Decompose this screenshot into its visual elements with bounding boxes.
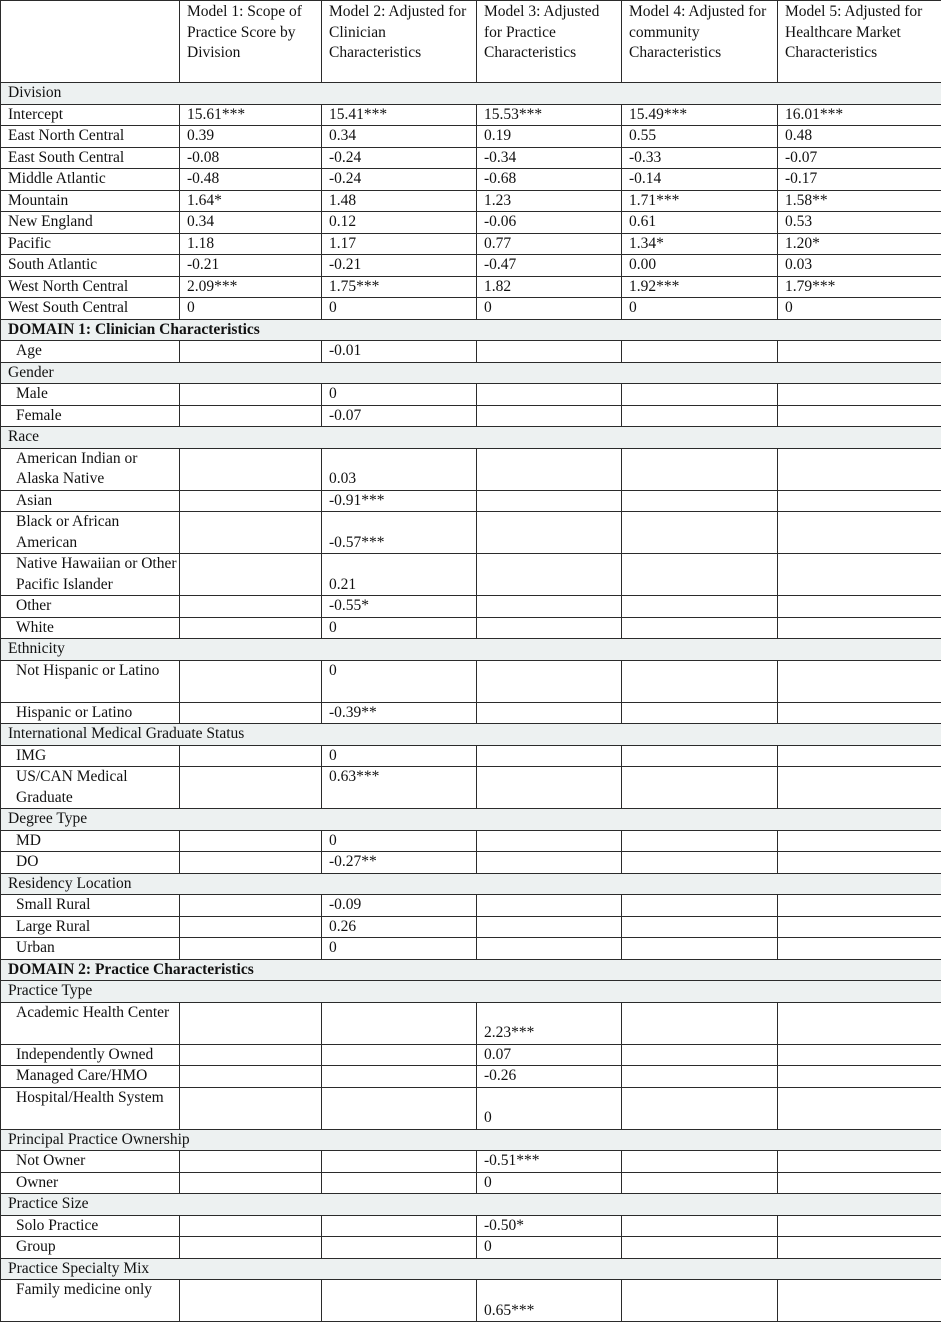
row-label: Intercept bbox=[1, 104, 180, 126]
domain-header-row bbox=[1, 319, 941, 341]
row-label: Not Owner bbox=[1, 1151, 180, 1173]
coefficient-cell-model-5 bbox=[778, 745, 941, 767]
coefficient-cell-model-1 bbox=[180, 554, 322, 596]
header-cell-model-1: Model 1: Scope of Practice Score by Division bbox=[180, 1, 322, 83]
table-row bbox=[1, 1044, 941, 1066]
row-label: Solo Practice bbox=[1, 1215, 180, 1237]
table-row bbox=[1, 512, 941, 554]
table-row bbox=[1, 298, 941, 320]
table-row bbox=[1, 895, 941, 917]
coefficient-cell-model-3 bbox=[477, 745, 622, 767]
coefficient-cell-model-2: 0.26 bbox=[322, 916, 477, 938]
coefficient-cell-model-4 bbox=[622, 512, 778, 554]
coefficient-cell-model-2: 15.41*** bbox=[322, 104, 477, 126]
section-header-row bbox=[1, 83, 941, 105]
coefficient-cell-model-2 bbox=[322, 1044, 477, 1066]
coefficient-cell-model-3: 0.77 bbox=[477, 233, 622, 255]
coefficient-cell-model-4: 0.55 bbox=[622, 126, 778, 148]
header-cell-model-2: Model 2: Adjusted for Clinician Characteristics bbox=[322, 1, 477, 83]
coefficient-cell-model-2: 0 bbox=[322, 298, 477, 320]
table-row bbox=[1, 1237, 941, 1259]
coefficient-cell-model-3: 0.07 bbox=[477, 1044, 622, 1066]
coefficient-cell-model-3 bbox=[477, 702, 622, 724]
coefficient-cell-model-3 bbox=[477, 852, 622, 874]
coefficient-cell-model-4: 1.92*** bbox=[622, 276, 778, 298]
coefficient-cell-model-4: 0 bbox=[622, 298, 778, 320]
row-label: Small Rural bbox=[1, 895, 180, 917]
coefficient-cell-model-1 bbox=[180, 384, 322, 406]
coefficient-cell-model-2: -0.55* bbox=[322, 596, 477, 618]
coefficient-cell-model-2 bbox=[322, 1280, 477, 1322]
coefficient-cell-model-5 bbox=[778, 895, 941, 917]
coefficient-cell-model-5 bbox=[778, 830, 941, 852]
coefficient-cell-model-2 bbox=[322, 1151, 477, 1173]
table-row bbox=[1, 190, 941, 212]
coefficient-cell-model-5 bbox=[778, 660, 941, 702]
coefficient-cell-model-4 bbox=[622, 660, 778, 702]
table-row bbox=[1, 212, 941, 234]
coefficient-cell-model-4 bbox=[622, 1002, 778, 1044]
row-label: Group bbox=[1, 1237, 180, 1259]
coefficient-cell-model-1 bbox=[180, 448, 322, 490]
coefficient-cell-model-3 bbox=[477, 660, 622, 702]
coefficient-cell-model-4 bbox=[622, 384, 778, 406]
table-row bbox=[1, 702, 941, 724]
row-label: New England bbox=[1, 212, 180, 234]
table-row bbox=[1, 660, 941, 702]
coefficient-cell-model-3 bbox=[477, 938, 622, 960]
coefficient-cell-model-2: 0 bbox=[322, 830, 477, 852]
coefficient-cell-model-3 bbox=[477, 384, 622, 406]
coefficient-cell-model-2: 0 bbox=[322, 384, 477, 406]
coefficient-cell-model-3: -0.51*** bbox=[477, 1151, 622, 1173]
table-row bbox=[1, 104, 941, 126]
coefficient-cell-model-3: 0.19 bbox=[477, 126, 622, 148]
coefficient-cell-model-1 bbox=[180, 938, 322, 960]
coefficient-cell-model-5: 1.58** bbox=[778, 190, 941, 212]
section-header-row bbox=[1, 981, 941, 1003]
row-label: American Indian or Alaska Native bbox=[1, 448, 180, 490]
row-label: Managed Care/HMO bbox=[1, 1066, 180, 1088]
domain-title: DOMAIN 1: Clinician Characteristics bbox=[1, 319, 941, 341]
coefficient-cell-model-5 bbox=[778, 852, 941, 874]
table-row bbox=[1, 745, 941, 767]
header-cell-model-4: Model 4: Adjusted for community Characteristics bbox=[622, 1, 778, 83]
coefficient-cell-model-1: 0 bbox=[180, 298, 322, 320]
coefficient-cell-model-5 bbox=[778, 490, 941, 512]
table-row bbox=[1, 830, 941, 852]
coefficient-cell-model-4 bbox=[622, 938, 778, 960]
section-title: Degree Type bbox=[1, 809, 941, 831]
coefficient-cell-model-4 bbox=[622, 852, 778, 874]
coefficient-cell-model-1 bbox=[180, 1280, 322, 1322]
coefficient-cell-model-5 bbox=[778, 341, 941, 363]
section-title: Division bbox=[1, 83, 941, 105]
row-label: Mountain bbox=[1, 190, 180, 212]
coefficient-cell-model-5: 1.79*** bbox=[778, 276, 941, 298]
coefficient-cell-model-5: -0.17 bbox=[778, 169, 941, 191]
coefficient-cell-model-4 bbox=[622, 617, 778, 639]
coefficient-cell-model-5 bbox=[778, 617, 941, 639]
coefficient-cell-model-2: -0.21 bbox=[322, 255, 477, 277]
coefficient-cell-model-2 bbox=[322, 1237, 477, 1259]
coefficient-cell-model-4 bbox=[622, 916, 778, 938]
coefficient-cell-model-5 bbox=[778, 767, 941, 809]
coefficient-cell-model-5 bbox=[778, 384, 941, 406]
coefficient-cell-model-4: -0.14 bbox=[622, 169, 778, 191]
coefficient-cell-model-3 bbox=[477, 916, 622, 938]
coefficient-cell-model-4 bbox=[622, 596, 778, 618]
coefficient-cell-model-1 bbox=[180, 405, 322, 427]
table-body bbox=[1, 83, 941, 1322]
row-label: Male bbox=[1, 384, 180, 406]
table-row bbox=[1, 852, 941, 874]
coefficient-cell-model-1: -0.48 bbox=[180, 169, 322, 191]
section-header-row bbox=[1, 1129, 941, 1151]
coefficient-cell-model-1 bbox=[180, 341, 322, 363]
row-label: Academic Health Center bbox=[1, 1002, 180, 1044]
row-label: Large Rural bbox=[1, 916, 180, 938]
table-row bbox=[1, 147, 941, 169]
table-row bbox=[1, 938, 941, 960]
coefficient-cell-model-1 bbox=[180, 1237, 322, 1259]
coefficient-cell-model-4: 15.49*** bbox=[622, 104, 778, 126]
section-title: Race bbox=[1, 427, 941, 449]
coefficient-cell-model-1 bbox=[180, 830, 322, 852]
section-header-row bbox=[1, 1258, 941, 1280]
coefficient-cell-model-4: 0.00 bbox=[622, 255, 778, 277]
coefficient-cell-model-1 bbox=[180, 702, 322, 724]
table-row bbox=[1, 767, 941, 809]
row-label: South Atlantic bbox=[1, 255, 180, 277]
coefficient-cell-model-5 bbox=[778, 1044, 941, 1066]
section-title: Residency Location bbox=[1, 873, 941, 895]
coefficient-cell-model-2: -0.39** bbox=[322, 702, 477, 724]
row-label: Independently Owned bbox=[1, 1044, 180, 1066]
section-title: Practice Size bbox=[1, 1194, 941, 1216]
coefficient-cell-model-3: 0.65*** bbox=[477, 1280, 622, 1322]
coefficient-cell-model-4 bbox=[622, 490, 778, 512]
coefficient-cell-model-4: -0.33 bbox=[622, 147, 778, 169]
table-row bbox=[1, 490, 941, 512]
domain-header-row bbox=[1, 959, 941, 981]
coefficient-cell-model-5: 16.01*** bbox=[778, 104, 941, 126]
row-label: Black or African American bbox=[1, 512, 180, 554]
coefficient-cell-model-3 bbox=[477, 596, 622, 618]
coefficient-cell-model-2: -0.24 bbox=[322, 147, 477, 169]
coefficient-cell-model-2: 0.21 bbox=[322, 554, 477, 596]
row-label: East South Central bbox=[1, 147, 180, 169]
coefficient-cell-model-2: 0 bbox=[322, 938, 477, 960]
coefficient-cell-model-5 bbox=[778, 448, 941, 490]
coefficient-cell-model-4 bbox=[622, 1172, 778, 1194]
coefficient-cell-model-4 bbox=[622, 767, 778, 809]
domain-title: DOMAIN 2: Practice Characteristics bbox=[1, 959, 941, 981]
coefficient-cell-model-1 bbox=[180, 617, 322, 639]
coefficient-cell-model-4 bbox=[622, 1151, 778, 1173]
table-row bbox=[1, 1066, 941, 1088]
table-row bbox=[1, 255, 941, 277]
header-cell-model-5: Model 5: Adjusted for Healthcare Market Characteristics bbox=[778, 1, 941, 83]
coefficient-cell-model-3: 0 bbox=[477, 1172, 622, 1194]
section-title: International Medical Graduate Status bbox=[1, 724, 941, 746]
coefficient-cell-model-3: 2.23*** bbox=[477, 1002, 622, 1044]
coefficient-cell-model-4 bbox=[622, 341, 778, 363]
coefficient-cell-model-3: 1.82 bbox=[477, 276, 622, 298]
table-row bbox=[1, 617, 941, 639]
coefficient-cell-model-2 bbox=[322, 1215, 477, 1237]
coefficient-cell-model-5 bbox=[778, 1172, 941, 1194]
row-label: Age bbox=[1, 341, 180, 363]
coefficient-cell-model-2: -0.01 bbox=[322, 341, 477, 363]
coefficient-cell-model-5: -0.07 bbox=[778, 147, 941, 169]
row-label: Urban bbox=[1, 938, 180, 960]
row-label: MD bbox=[1, 830, 180, 852]
coefficient-cell-model-4 bbox=[622, 1280, 778, 1322]
coefficient-cell-model-2 bbox=[322, 1066, 477, 1088]
table-row bbox=[1, 596, 941, 618]
section-header-row bbox=[1, 1194, 941, 1216]
coefficient-cell-model-3 bbox=[477, 830, 622, 852]
coefficient-cell-model-2 bbox=[322, 1002, 477, 1044]
coefficient-cell-model-2: -0.91*** bbox=[322, 490, 477, 512]
coefficient-cell-model-2 bbox=[322, 1172, 477, 1194]
table-row bbox=[1, 233, 941, 255]
row-label: Middle Atlantic bbox=[1, 169, 180, 191]
coefficient-cell-model-2: 0.03 bbox=[322, 448, 477, 490]
coefficient-cell-model-4 bbox=[622, 745, 778, 767]
coefficient-cell-model-1 bbox=[180, 895, 322, 917]
coefficient-cell-model-1: 15.61*** bbox=[180, 104, 322, 126]
coefficient-cell-model-1 bbox=[180, 1151, 322, 1173]
coefficient-cell-model-2: 0 bbox=[322, 660, 477, 702]
section-title: Ethnicity bbox=[1, 639, 941, 661]
coefficient-cell-model-1: 0.39 bbox=[180, 126, 322, 148]
table-row bbox=[1, 1002, 941, 1044]
coefficient-cell-model-5 bbox=[778, 938, 941, 960]
coefficient-cell-model-1 bbox=[180, 1066, 322, 1088]
row-label: Pacific bbox=[1, 233, 180, 255]
row-label: Hospital/Health System bbox=[1, 1087, 180, 1129]
table-row bbox=[1, 1151, 941, 1173]
row-label: Family medicine only bbox=[1, 1280, 180, 1322]
section-title: Practice Type bbox=[1, 981, 941, 1003]
coefficient-cell-model-3 bbox=[477, 490, 622, 512]
coefficient-cell-model-3 bbox=[477, 767, 622, 809]
coefficient-cell-model-5 bbox=[778, 1002, 941, 1044]
row-label: West North Central bbox=[1, 276, 180, 298]
coefficient-cell-model-2: 1.75*** bbox=[322, 276, 477, 298]
table-row bbox=[1, 1215, 941, 1237]
row-label: Asian bbox=[1, 490, 180, 512]
row-label: DO bbox=[1, 852, 180, 874]
coefficient-cell-model-5 bbox=[778, 1087, 941, 1129]
coefficient-cell-model-3 bbox=[477, 448, 622, 490]
coefficient-cell-model-1: -0.08 bbox=[180, 147, 322, 169]
coefficient-cell-model-2: 0 bbox=[322, 745, 477, 767]
coefficient-cell-model-1 bbox=[180, 596, 322, 618]
section-header-row bbox=[1, 362, 941, 384]
coefficient-cell-model-1 bbox=[180, 490, 322, 512]
table-row bbox=[1, 1280, 941, 1322]
row-label: Not Hispanic or Latino bbox=[1, 660, 180, 702]
coefficient-cell-model-5 bbox=[778, 702, 941, 724]
coefficient-cell-model-3: 0 bbox=[477, 298, 622, 320]
coefficient-cell-model-3: -0.68 bbox=[477, 169, 622, 191]
coefficient-cell-model-5: 1.20* bbox=[778, 233, 941, 255]
table-row bbox=[1, 126, 941, 148]
section-header-row bbox=[1, 427, 941, 449]
coefficient-cell-model-5 bbox=[778, 916, 941, 938]
row-label: East North Central bbox=[1, 126, 180, 148]
coefficient-cell-model-4 bbox=[622, 405, 778, 427]
coefficient-cell-model-3 bbox=[477, 512, 622, 554]
section-title: Practice Specialty Mix bbox=[1, 1258, 941, 1280]
coefficient-cell-model-5: 0.48 bbox=[778, 126, 941, 148]
coefficient-cell-model-5 bbox=[778, 1066, 941, 1088]
coefficient-cell-model-1: 0.34 bbox=[180, 212, 322, 234]
table-row bbox=[1, 405, 941, 427]
section-title: Principal Practice Ownership bbox=[1, 1129, 941, 1151]
table-row bbox=[1, 916, 941, 938]
section-header-row bbox=[1, 639, 941, 661]
coefficient-cell-model-1 bbox=[180, 1087, 322, 1129]
coefficient-cell-model-5 bbox=[778, 596, 941, 618]
coefficient-cell-model-1 bbox=[180, 512, 322, 554]
coefficient-cell-model-1: 1.18 bbox=[180, 233, 322, 255]
coefficient-cell-model-2: 0.12 bbox=[322, 212, 477, 234]
row-label: Hispanic or Latino bbox=[1, 702, 180, 724]
coefficient-cell-model-4 bbox=[622, 554, 778, 596]
coefficient-cell-model-5: 0 bbox=[778, 298, 941, 320]
coefficient-cell-model-1 bbox=[180, 1044, 322, 1066]
coefficient-cell-model-1 bbox=[180, 767, 322, 809]
coefficient-cell-model-3: -0.26 bbox=[477, 1066, 622, 1088]
coefficient-cell-model-3: -0.50* bbox=[477, 1215, 622, 1237]
row-label: Owner bbox=[1, 1172, 180, 1194]
table-header bbox=[1, 1, 941, 83]
coefficient-cell-model-2: -0.07 bbox=[322, 405, 477, 427]
coefficient-cell-model-3 bbox=[477, 405, 622, 427]
coefficient-cell-model-3 bbox=[477, 554, 622, 596]
coefficient-cell-model-1 bbox=[180, 1002, 322, 1044]
coefficient-cell-model-3: 0 bbox=[477, 1237, 622, 1259]
coefficient-cell-model-1 bbox=[180, 745, 322, 767]
table-row bbox=[1, 384, 941, 406]
coefficient-cell-model-5 bbox=[778, 1280, 941, 1322]
coefficient-cell-model-4 bbox=[622, 1066, 778, 1088]
coefficient-cell-model-4 bbox=[622, 1237, 778, 1259]
coefficient-cell-model-2: 0.34 bbox=[322, 126, 477, 148]
coefficient-cell-model-1: -0.21 bbox=[180, 255, 322, 277]
row-label: Other bbox=[1, 596, 180, 618]
row-label: West South Central bbox=[1, 298, 180, 320]
coefficient-cell-model-1 bbox=[180, 852, 322, 874]
table-row bbox=[1, 341, 941, 363]
coefficient-cell-model-1: 2.09*** bbox=[180, 276, 322, 298]
row-label: White bbox=[1, 617, 180, 639]
table-row bbox=[1, 554, 941, 596]
coefficient-cell-model-5 bbox=[778, 1237, 941, 1259]
coefficient-cell-model-2: 0.63*** bbox=[322, 767, 477, 809]
coefficient-cell-model-4 bbox=[622, 895, 778, 917]
coefficient-cell-model-4 bbox=[622, 830, 778, 852]
row-label: Native Hawaiian or Other Pacific Islander bbox=[1, 554, 180, 596]
header-cell-model-3: Model 3: Adjusted for Practice Characteristics bbox=[477, 1, 622, 83]
section-header-row bbox=[1, 809, 941, 831]
coefficient-cell-model-4: 0.61 bbox=[622, 212, 778, 234]
coefficient-cell-model-5 bbox=[778, 1151, 941, 1173]
table-row bbox=[1, 276, 941, 298]
coefficient-cell-model-3: -0.47 bbox=[477, 255, 622, 277]
coefficient-cell-model-3: 0 bbox=[477, 1087, 622, 1129]
coefficient-cell-model-1 bbox=[180, 916, 322, 938]
coefficient-cell-model-2: -0.24 bbox=[322, 169, 477, 191]
coefficient-cell-model-4: 1.71*** bbox=[622, 190, 778, 212]
section-title: Gender bbox=[1, 362, 941, 384]
coefficient-cell-model-5 bbox=[778, 405, 941, 427]
coefficient-cell-model-4 bbox=[622, 1215, 778, 1237]
coefficient-cell-model-5 bbox=[778, 554, 941, 596]
coefficient-cell-model-3: -0.34 bbox=[477, 147, 622, 169]
coefficient-cell-model-2: -0.57*** bbox=[322, 512, 477, 554]
coefficient-cell-model-5: 0.03 bbox=[778, 255, 941, 277]
table-row bbox=[1, 1087, 941, 1129]
coefficient-cell-model-2: -0.09 bbox=[322, 895, 477, 917]
coefficient-cell-model-1 bbox=[180, 1172, 322, 1194]
coefficient-cell-model-3: 15.53*** bbox=[477, 104, 622, 126]
coefficient-cell-model-5 bbox=[778, 1215, 941, 1237]
coefficient-cell-model-1 bbox=[180, 1215, 322, 1237]
coefficient-cell-model-2: 1.48 bbox=[322, 190, 477, 212]
coefficient-cell-model-3 bbox=[477, 895, 622, 917]
section-header-row bbox=[1, 873, 941, 895]
coefficient-cell-model-3: 1.23 bbox=[477, 190, 622, 212]
coefficient-cell-model-4: 1.34* bbox=[622, 233, 778, 255]
coefficient-cell-model-5: 0.53 bbox=[778, 212, 941, 234]
table-row bbox=[1, 448, 941, 490]
coefficient-cell-model-3 bbox=[477, 617, 622, 639]
coefficient-cell-model-5 bbox=[778, 512, 941, 554]
row-label: US/CAN Medical Graduate bbox=[1, 767, 180, 809]
header-row bbox=[1, 1, 941, 83]
coefficient-cell-model-2: 1.17 bbox=[322, 233, 477, 255]
coefficient-cell-model-4 bbox=[622, 1044, 778, 1066]
coefficient-cell-model-2: 0 bbox=[322, 617, 477, 639]
coefficient-cell-model-3: -0.06 bbox=[477, 212, 622, 234]
row-label: Female bbox=[1, 405, 180, 427]
table-row bbox=[1, 169, 941, 191]
header-cell-label bbox=[1, 1, 180, 83]
coefficient-cell-model-4 bbox=[622, 702, 778, 724]
coefficient-cell-model-4 bbox=[622, 448, 778, 490]
coefficient-cell-model-3 bbox=[477, 341, 622, 363]
row-label: IMG bbox=[1, 745, 180, 767]
section-header-row bbox=[1, 724, 941, 746]
coefficient-cell-model-1 bbox=[180, 660, 322, 702]
coefficient-cell-model-2 bbox=[322, 1087, 477, 1129]
table-row bbox=[1, 1172, 941, 1194]
coefficient-cell-model-2: -0.27** bbox=[322, 852, 477, 874]
coefficient-cell-model-1: 1.64* bbox=[180, 190, 322, 212]
coefficient-cell-model-4 bbox=[622, 1087, 778, 1129]
